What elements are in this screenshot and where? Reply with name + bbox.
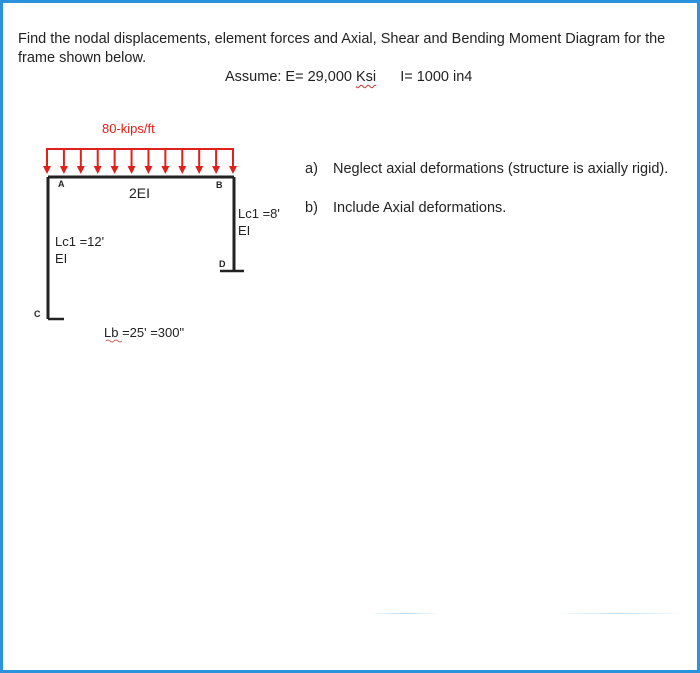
faint-divider-right	[555, 613, 685, 614]
problem-statement: Find the nodal displacements, element forces and Axial, Shear and Bending Moment Diagram for the frame shown below.	[18, 31, 666, 66]
load-arrow-head	[212, 166, 220, 174]
right-column-length-label: Lc1 =8'	[238, 206, 280, 221]
node-d-label: D	[219, 259, 226, 269]
part-b-marker: b)	[305, 200, 318, 216]
load-arrow-head	[229, 166, 237, 174]
assume-unit: Ksi	[355, 69, 377, 85]
part-a	[305, 160, 675, 179]
beam-length-label: Lb =25' =300"	[104, 325, 185, 340]
load-arrow-head	[43, 166, 51, 174]
part-a-text: Neglect axial deformations (structure is axially rigid).	[333, 161, 669, 177]
left-column-length-label: Lc1 =12'	[55, 234, 105, 249]
node-a-label: A	[58, 179, 65, 189]
load-arrow-head	[161, 166, 169, 174]
assume-inertia: I= 1000 in4	[400, 69, 473, 85]
part-b	[305, 199, 675, 218]
load-arrow-head	[60, 166, 68, 174]
distributed-load	[43, 149, 237, 174]
assume-modulus: Assume: E= 29,000	[225, 69, 352, 85]
node-c-label: C	[34, 309, 41, 319]
load-arrow-head	[94, 166, 102, 174]
question-parts	[305, 160, 675, 238]
part-a-marker: a)	[305, 161, 318, 177]
left-column-stiffness-label: EI	[55, 251, 68, 266]
node-b-label: B	[216, 180, 223, 190]
right-column-stiffness-label: EI	[238, 223, 251, 238]
frame-diagram	[0, 110, 300, 360]
load-arrow-head	[77, 166, 85, 174]
part-b-text: Include Axial deformations.	[333, 200, 507, 216]
load-arrow-head	[178, 166, 186, 174]
faint-divider-left	[370, 613, 440, 614]
load-arrow-head	[128, 166, 136, 174]
load-arrow-head	[195, 166, 203, 174]
spellcheck-underline	[106, 340, 122, 342]
load-arrow-head	[144, 166, 152, 174]
beam-stiffness-label: 2EI	[129, 185, 151, 201]
load-label: 80-kips/ft	[102, 121, 155, 136]
load-arrow-head	[111, 166, 119, 174]
assumptions	[225, 69, 472, 85]
